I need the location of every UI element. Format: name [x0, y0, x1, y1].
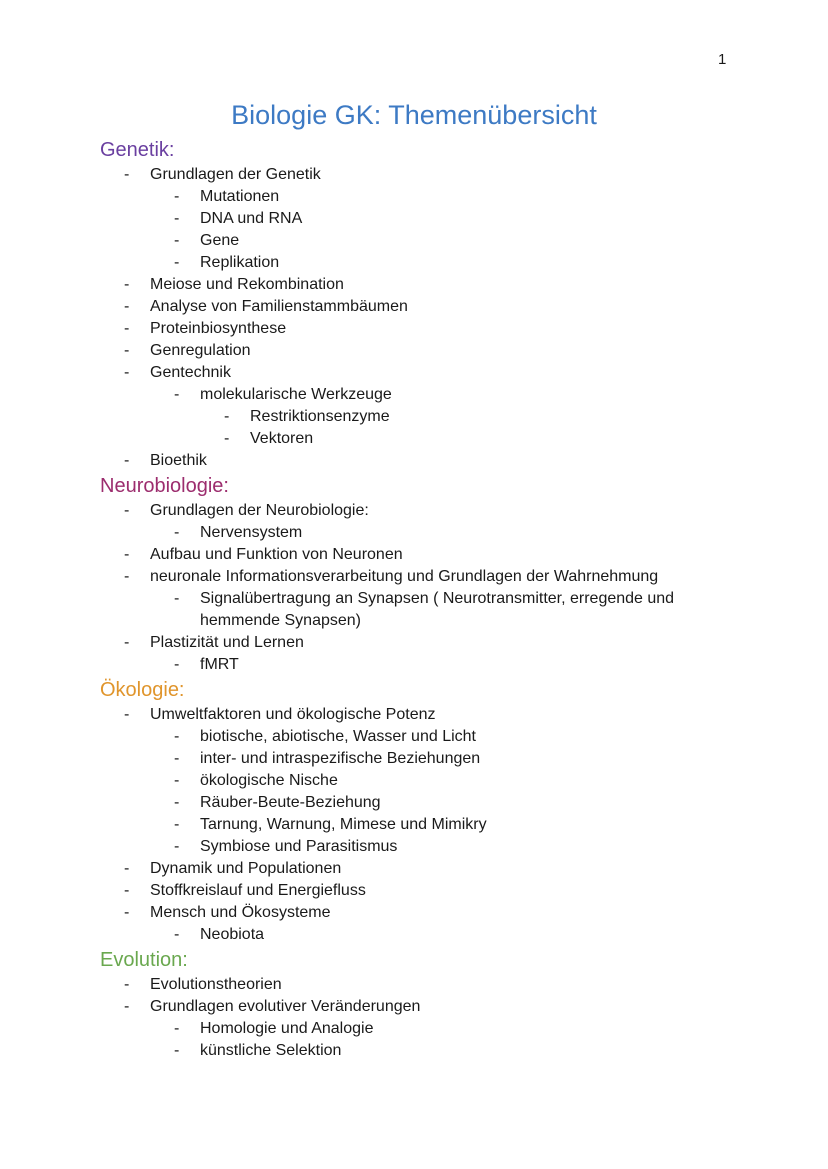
page-number: 1 — [718, 51, 727, 68]
section-heading-neurobiologie: Neurobiologie: — [100, 475, 229, 497]
page-title: Biologie GK: Themenübersicht — [231, 100, 597, 130]
section-heading-oekologie: Ökologie: — [100, 679, 185, 701]
section-heading-genetik: Genetik: — [100, 139, 175, 161]
section-heading-evolution: Evolution: — [100, 949, 188, 971]
